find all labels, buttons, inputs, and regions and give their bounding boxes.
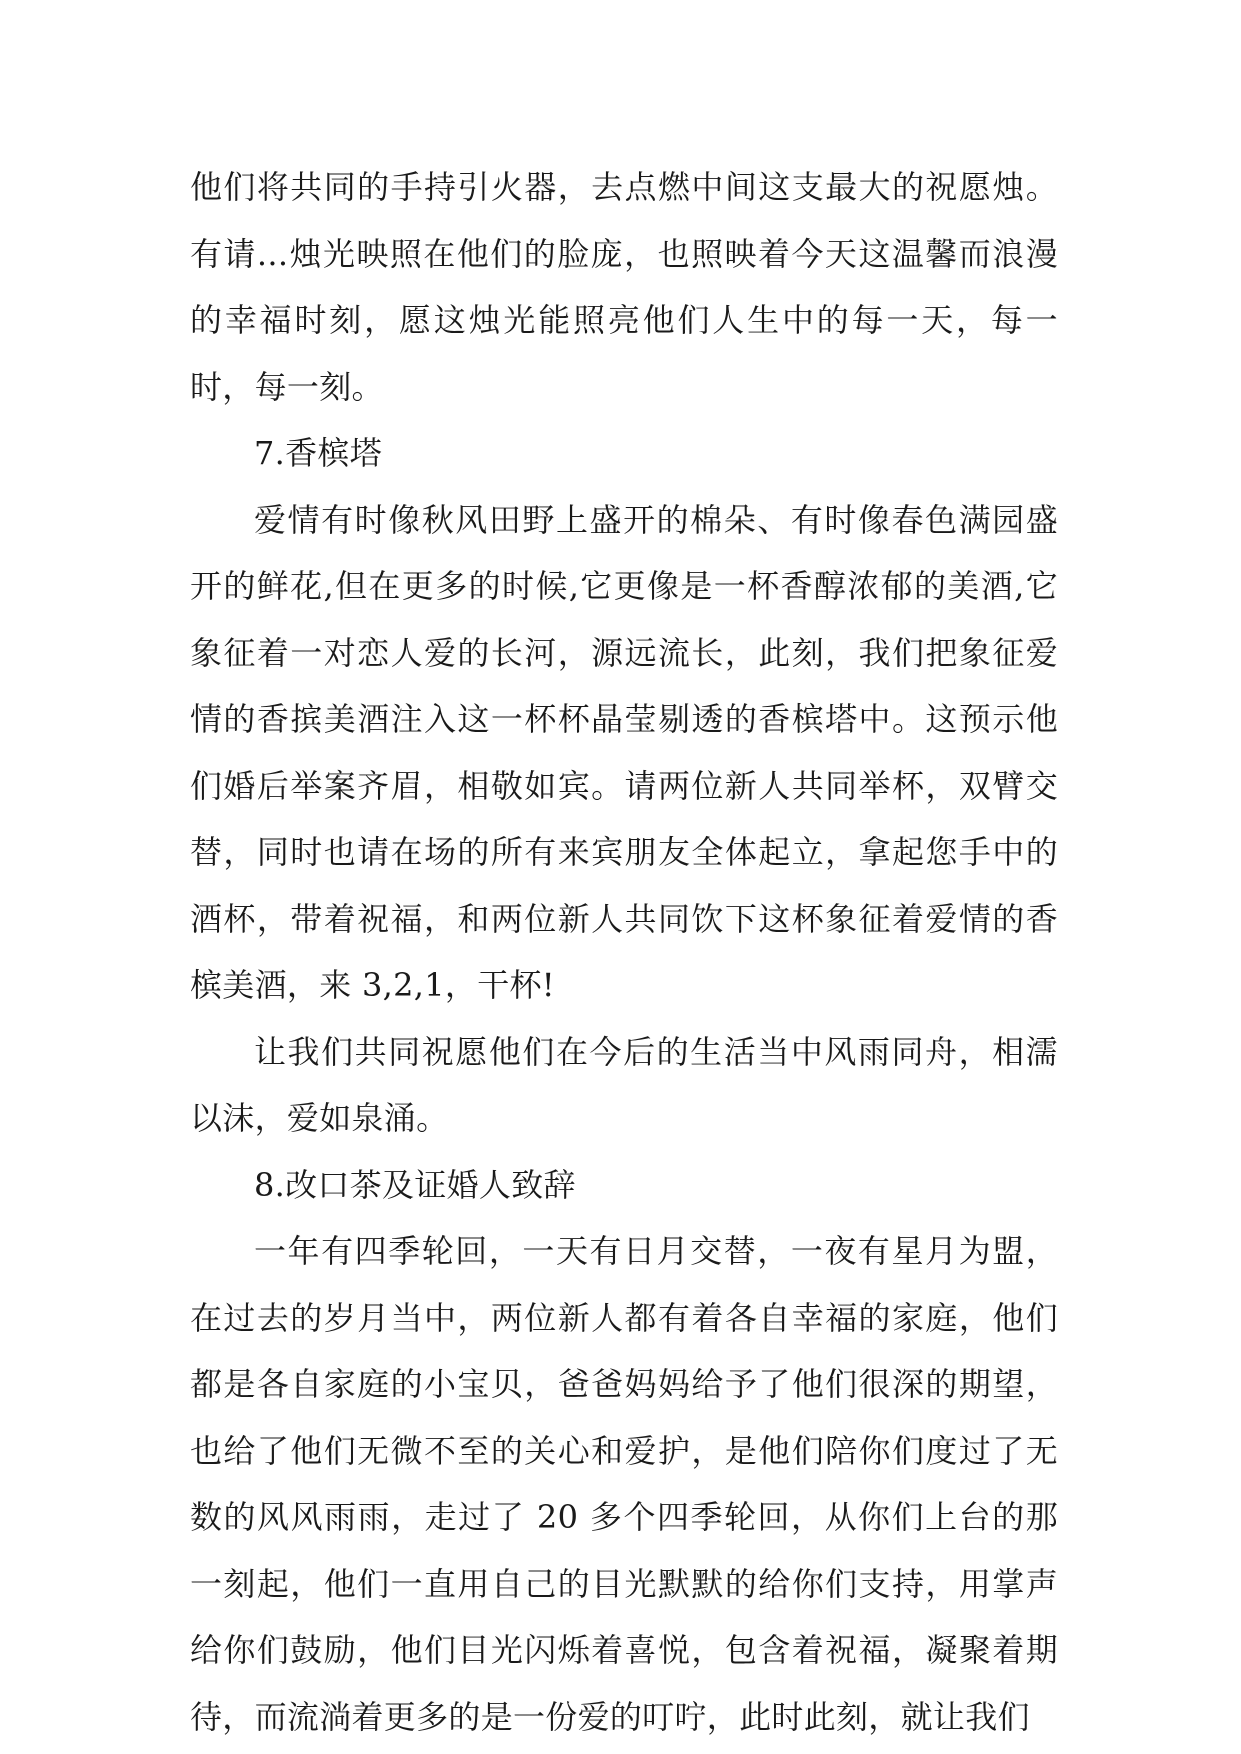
paragraph-wish: 让我们共同祝愿他们在今后的生活当中风雨同舟，相濡以沫，爱如泉涌。 [190,1032,1058,1137]
paragraph-candle-lighting: 他们将共同的手持引火器，去点燃中间这支最大的祝愿烛。有请...烛光映照在他们的脸庞，也照映着今天这温馨而浪漫的幸福时刻，愿这烛光能照亮他们人生中的每一天，每一时，每一刻。 [190,168,1058,406]
paragraph-seasons: 一年有四季轮回，一天有日月交替，一夜有星月为盟，在过去的岁月当中，两位新人都有着各自幸福的家庭，他们都是各自家庭的小宝贝，爸爸妈妈给予了他们很深的期望，也给了他们无微不至的关心和爱护，是他们陪你们度过了无数的风风雨雨，走过了 20 多个四季轮回，从你们上台的那一刻起，他们一直用自己的目光默默的给你们支持，用掌声给你们鼓励，他们目光闪烁着喜悦，包含着祝福，凝聚着期待，而流淌着更多的是一份爱的叮咛，此时此刻，就让我们 [190,1232,1058,1736]
document-body [190,154,1058,1750]
section-heading-champagne-tower: 7.香槟塔 [254,434,383,472]
section-heading-tea-ceremony: 8.改口茶及证婚人致辞 [254,1165,576,1204]
paragraph-champagne: 爱情有时像秋风田野上盛开的棉朵、有时像春色满园盛开的鲜花,但在更多的时候,它更像是一杯香醇浓郁的美酒,它象征着一对恋人爱的长河，源远流长，此刻，我们把象征爱情的香摈美酒注入这一杯杯晶莹剔透的香槟塔中。这预示他们婚后举案齐眉，相敬如宾。请两位新人共同举杯，双臂交替，同时也请在场的所有来宾朋友全体起立，拿起您手中的酒杯，带着祝福，和两位新人共同饮下这杯象征着爱情的香槟美酒，来 3,2,1，干杯! [190,500,1058,1004]
